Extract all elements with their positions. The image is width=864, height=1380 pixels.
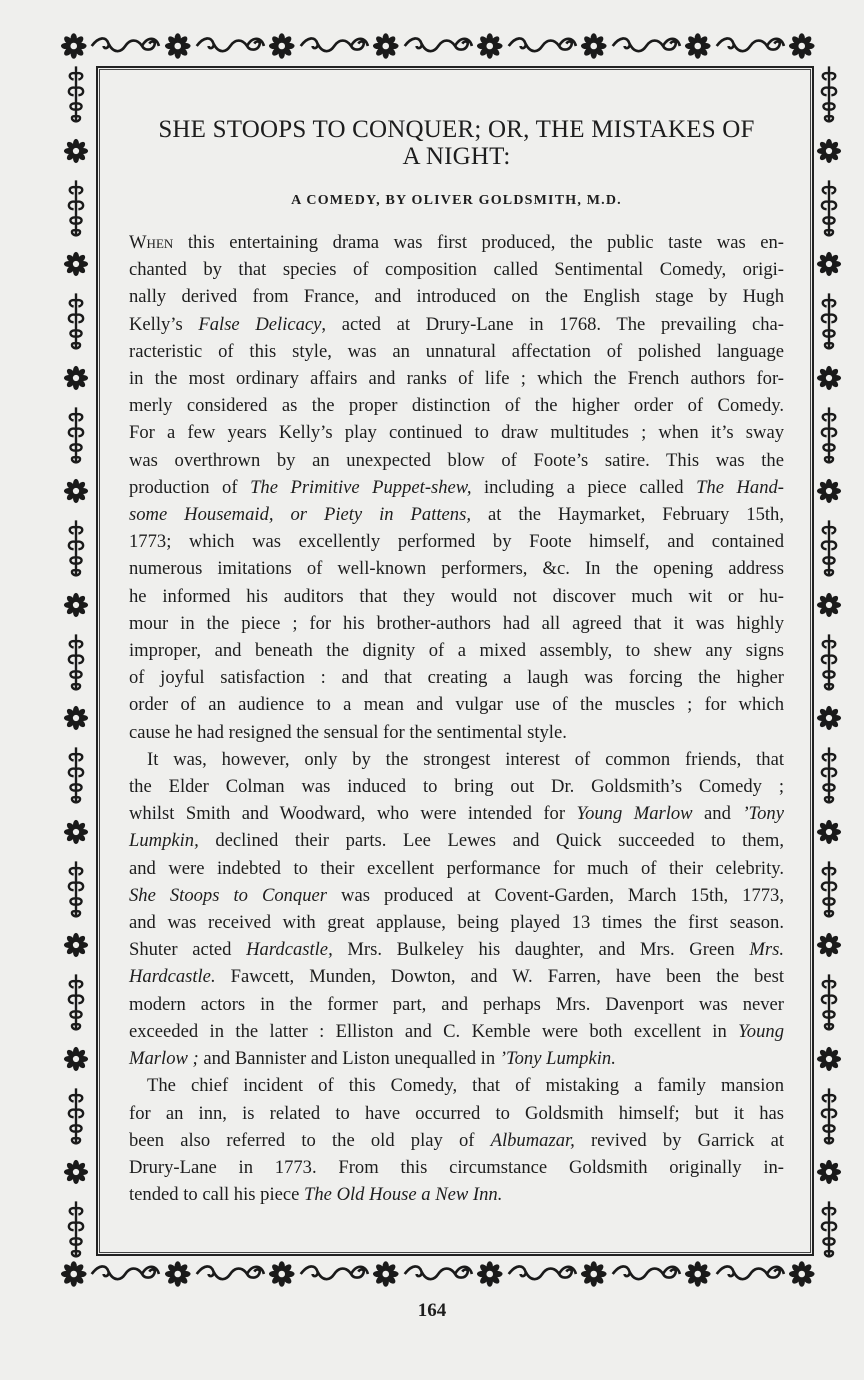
paragraph — [129, 1072, 784, 1208]
text-line — [129, 936, 784, 963]
text-run: and was received with great applause, being played 13 times the first season. — [129, 912, 784, 934]
text-run: at the Haymarket, February 15th, — [470, 504, 784, 526]
fleuron-ornament-icon — [64, 972, 88, 1032]
text-run: exceeded in the latter : Elliston and C. Kemble were both excellent in — [129, 1020, 739, 1042]
rosette-ornament-icon — [268, 1260, 295, 1288]
text-line — [129, 1181, 784, 1208]
fleuron-ornament-icon — [64, 1086, 88, 1146]
text-line — [129, 474, 784, 501]
fleuron-ornament-icon — [64, 405, 88, 465]
italic-text: Mrs. — [749, 939, 784, 961]
scroll-vine-ornament-icon — [192, 1262, 269, 1286]
text-line — [129, 746, 784, 773]
rosette-ornament-icon — [476, 1260, 503, 1288]
text-line — [129, 719, 784, 746]
fleuron-ornament-icon — [817, 291, 841, 351]
scroll-vine-ornament-icon — [504, 34, 581, 58]
fleuron-ornament-icon — [64, 64, 88, 124]
text-line — [129, 610, 784, 637]
text-run: improper, and beneath the dignity of a mixed assembly, to shew any signs — [129, 640, 784, 662]
text-line — [129, 583, 784, 610]
text-line — [129, 392, 784, 419]
rosette-ornament-icon — [816, 819, 842, 845]
text-run: Fawcett, Munden, Dowton, and W. Farren, have been the best — [215, 966, 784, 988]
rosette-ornament-icon — [63, 1046, 89, 1072]
title-line-1: SHE STOOPS TO CONQUER; OR, THE MISTAKES OF — [158, 116, 755, 143]
fleuron-ornament-icon — [817, 972, 841, 1032]
rosette-ornament-icon — [63, 592, 89, 618]
fleuron-ornament-icon — [817, 632, 841, 692]
text-run: including a piece called — [471, 476, 697, 498]
rosette-ornament-icon — [788, 32, 815, 60]
text-line — [129, 909, 784, 936]
text-run: been also referred to the old play of — [129, 1129, 491, 1151]
fleuron-ornament-icon — [817, 518, 841, 578]
scroll-vine-ornament-icon — [712, 34, 789, 58]
text-run: Drury-Lane in 1773. From this circumstance Goldsmith originally in- — [129, 1156, 784, 1178]
text-run: nally derived from France, and introduced on the English stage by Hugh — [129, 286, 784, 308]
text-run: The chief incident of this Comedy, that of mistaking a family mansion — [147, 1075, 784, 1097]
rosette-ornament-icon — [164, 32, 191, 60]
rosette-ornament-icon — [63, 478, 89, 504]
rosette-ornament-icon — [63, 932, 89, 958]
text-run: merly considered as the proper distinction of the higher order of Comedy. — [129, 395, 784, 417]
fleuron-ornament-icon — [64, 178, 88, 238]
italic-text: Young Marlow — [576, 803, 693, 825]
italic-text: Hardcastle, — [246, 939, 333, 961]
text-line — [129, 773, 784, 800]
paragraph — [129, 229, 784, 746]
page-title — [129, 116, 784, 170]
text-line — [129, 855, 784, 882]
paragraph — [129, 746, 784, 1072]
fleuron-ornament-icon — [817, 178, 841, 238]
right-ornamental-border — [816, 64, 842, 1259]
rosette-ornament-icon — [816, 932, 842, 958]
text-line — [129, 338, 784, 365]
text-run: For a few years Kelly’s play continued to draw multitudes ; when it’s sway — [129, 422, 784, 444]
text-run: in the most ordinary affairs and ranks of life ; which the French authors for- — [129, 368, 784, 390]
rosette-ornament-icon — [268, 32, 295, 60]
fleuron-ornament-icon — [64, 859, 88, 919]
scroll-vine-ornament-icon — [296, 34, 373, 58]
text-run: was overthrown by an unexpected blow of Foote’s satire. This was the — [129, 449, 784, 471]
text-line — [129, 1154, 784, 1181]
rosette-ornament-icon — [684, 32, 711, 60]
rosette-ornament-icon — [372, 1260, 399, 1288]
italic-text: False Delicacy — [198, 313, 322, 335]
text-run: modern actors in the former part, and perhaps Mrs. Davenport was never — [129, 993, 784, 1015]
scroll-vine-ornament-icon — [504, 1262, 581, 1286]
page-number: 164 — [417, 1300, 447, 1321]
italic-text: ’Tony Lumpkin. — [499, 1048, 616, 1070]
text-run: declined their parts. Lee Lewes and Quick succeeded to them, — [198, 830, 784, 852]
text-line — [129, 664, 784, 691]
fleuron-ornament-icon — [64, 291, 88, 351]
italic-text: She Stoops to Conquer — [129, 884, 328, 906]
text-run: revived by Garrick at — [574, 1129, 784, 1151]
rosette-ornament-icon — [476, 32, 503, 60]
italic-text: Young — [738, 1020, 784, 1042]
fleuron-ornament-icon — [817, 1086, 841, 1146]
rosette-ornament-icon — [816, 138, 842, 164]
fleuron-ornament-icon — [817, 405, 841, 465]
rosette-ornament-icon — [63, 819, 89, 845]
text-run: tended to call his piece — [129, 1184, 305, 1206]
text-run: Mrs. Bulkeley his daughter, and Mrs. Green — [332, 939, 750, 961]
text-line — [129, 963, 784, 990]
rosette-ornament-icon — [816, 1159, 842, 1185]
text-line — [129, 311, 784, 338]
rosette-ornament-icon — [60, 32, 87, 60]
rosette-ornament-icon — [816, 592, 842, 618]
text-run: cause he had resigned the sensual for the sentimental style. — [129, 721, 567, 743]
text-run: order of an audience to a mean and vulgar use of the muscles ; for which — [129, 694, 784, 716]
italic-text: some Housemaid, or Piety in Pattens, — [129, 504, 471, 526]
text-line — [129, 827, 784, 854]
text-run: for an inn, is related to have occurred to Goldsmith himself; but it has — [129, 1102, 784, 1124]
text-line — [129, 1072, 784, 1099]
text-run: was produced at Covent-Garden, March 15th, 1773, — [327, 884, 784, 906]
text-run: Kelly’s — [129, 313, 199, 335]
text-block — [129, 116, 784, 1208]
text-run: this entertaining drama was first produced, the public taste was en- — [173, 232, 784, 253]
text-line — [129, 882, 784, 909]
text-line — [129, 555, 784, 582]
rosette-ornament-icon — [63, 251, 89, 277]
text-line — [129, 991, 784, 1018]
rosette-ornament-icon — [816, 705, 842, 731]
scroll-vine-ornament-icon — [608, 34, 685, 58]
fleuron-ornament-icon — [817, 1199, 841, 1259]
text-run: and — [692, 803, 743, 825]
fleuron-ornament-icon — [64, 1199, 88, 1259]
text-line — [129, 501, 784, 528]
fleuron-ornament-icon — [817, 745, 841, 805]
body-text — [129, 229, 784, 1208]
italic-text: Hardcastle. — [129, 966, 216, 988]
text-line — [129, 1100, 784, 1127]
text-line — [129, 1045, 784, 1072]
scroll-vine-ornament-icon — [296, 1262, 373, 1286]
rosette-ornament-icon — [63, 365, 89, 391]
text-run: production of — [129, 476, 251, 498]
text-line — [129, 229, 784, 256]
italic-text: The Primitive Puppet-shew, — [250, 476, 472, 498]
text-run: and Bannister and Liston unequalled in — [198, 1048, 500, 1070]
scroll-vine-ornament-icon — [400, 34, 477, 58]
scroll-vine-ornament-icon — [87, 34, 164, 58]
text-run: he informed his auditors that they would not discover much wit or hu- — [129, 585, 784, 607]
rosette-ornament-icon — [60, 1260, 87, 1288]
italic-text: ’Tony — [742, 803, 784, 825]
text-line — [129, 283, 784, 310]
rosette-ornament-icon — [372, 32, 399, 60]
scroll-vine-ornament-icon — [192, 34, 269, 58]
fleuron-ornament-icon — [64, 745, 88, 805]
rosette-ornament-icon — [164, 1260, 191, 1288]
rosette-ornament-icon — [816, 1046, 842, 1072]
text-line — [129, 256, 784, 283]
left-ornamental-border — [63, 64, 89, 1259]
text-run: the Elder Colman was induced to bring out Dr. Goldsmith’s Comedy ; — [129, 776, 784, 798]
text-run: numerous imitations of well-known performers, &c. In the opening address — [129, 558, 784, 580]
fleuron-ornament-icon — [817, 64, 841, 124]
text-run: 1773; which was excellently performed by Foote himself, and contained — [129, 531, 784, 553]
rosette-ornament-icon — [788, 1260, 815, 1288]
scroll-vine-ornament-icon — [712, 1262, 789, 1286]
text-run: racteristic of this style, was an unnatural affectation of polished language — [129, 340, 784, 362]
rosette-ornament-icon — [63, 1159, 89, 1185]
rosette-ornament-icon — [580, 32, 607, 60]
top-ornamental-border — [60, 31, 816, 61]
text-line — [129, 447, 784, 474]
scroll-vine-ornament-icon — [608, 1262, 685, 1286]
rosette-ornament-icon — [816, 251, 842, 277]
text-run: , acted at Drury-Lane in 1768. The prevailing cha- — [321, 313, 785, 335]
text-run: whilst Smith and Woodward, who were intended for — [129, 803, 577, 825]
rosette-ornament-icon — [684, 1260, 711, 1288]
text-line — [129, 528, 784, 555]
italic-text: Lumpkin, — [129, 830, 199, 852]
bottom-ornamental-border — [60, 1259, 816, 1289]
rosette-ornament-icon — [63, 138, 89, 164]
text-line — [129, 691, 784, 718]
text-run: chanted by that species of composition called Sentimental Comedy, origi- — [129, 259, 784, 281]
scroll-vine-ornament-icon — [400, 1262, 477, 1286]
text-run: Shuter acted — [129, 939, 247, 961]
text-run: and were indebted to their excellent performance for much of their celebrity. — [129, 857, 784, 879]
text-run: It was, however, only by the strongest interest of common friends, that — [147, 748, 784, 770]
text-run: of joyful satisfaction : and that creating a laugh was forcing the higher — [129, 667, 784, 689]
italic-text: The Old House a New Inn. — [304, 1184, 503, 1206]
text-line — [129, 1127, 784, 1154]
text-run: mour in the piece ; for his brother-authors had all agreed that it was highly — [129, 612, 784, 634]
title-line-2: A NIGHT: — [402, 143, 511, 170]
subtitle: A COMEDY, BY OLIVER GOLDSMITH, M.D. — [291, 193, 622, 208]
text-line — [129, 800, 784, 827]
text-line — [129, 637, 784, 664]
fleuron-ornament-icon — [817, 859, 841, 919]
fleuron-ornament-icon — [64, 632, 88, 692]
text-run: When — [129, 232, 174, 253]
text-line — [129, 1018, 784, 1045]
text-line — [129, 419, 784, 446]
text-line — [129, 365, 784, 392]
rosette-ornament-icon — [63, 705, 89, 731]
rosette-ornament-icon — [816, 365, 842, 391]
italic-text: Marlow ; — [129, 1048, 199, 1070]
rosette-ornament-icon — [580, 1260, 607, 1288]
italic-text: Albumazar, — [490, 1129, 575, 1151]
scroll-vine-ornament-icon — [87, 1262, 164, 1286]
italic-text: The Hand- — [696, 476, 784, 498]
fleuron-ornament-icon — [64, 518, 88, 578]
rosette-ornament-icon — [816, 478, 842, 504]
